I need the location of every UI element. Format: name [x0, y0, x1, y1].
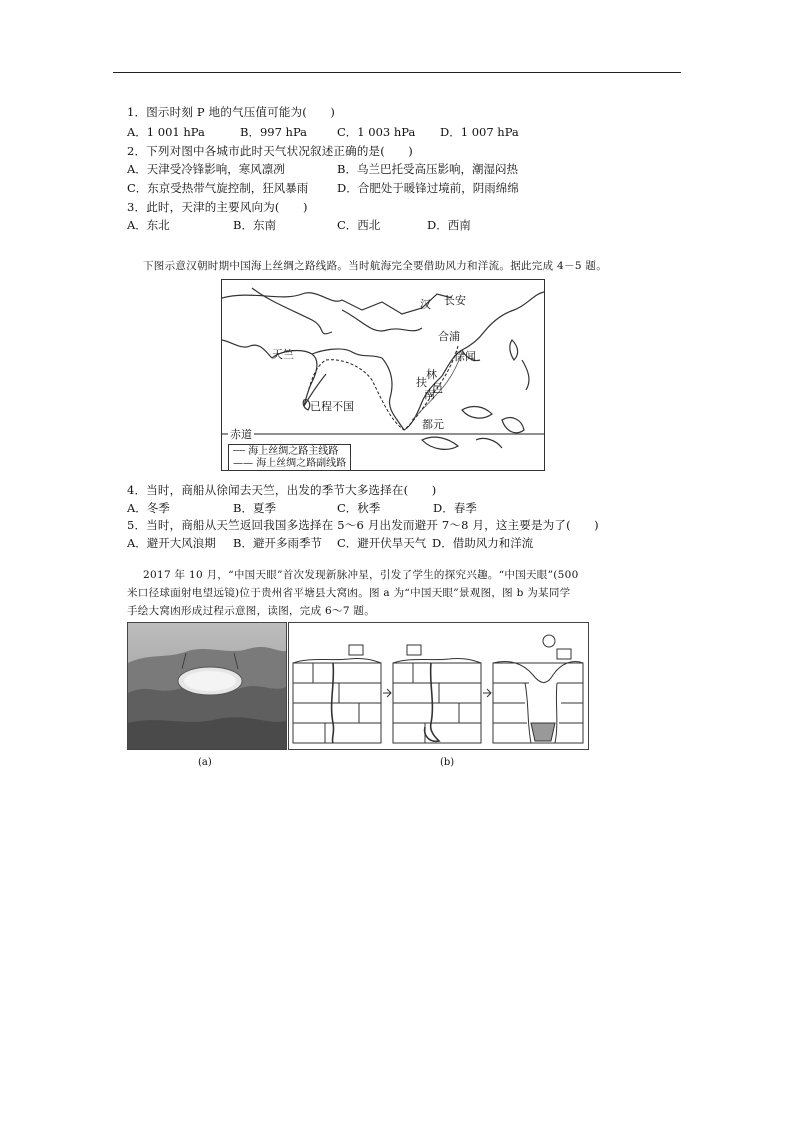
q3-stem: 3．此时，天津的主要风向为( ) [127, 200, 308, 214]
q2-stem: 2．下列对图中各城市此时天气状况叙述正确的是( ) [127, 144, 413, 158]
q2-option-b: B．乌兰巴托受高压影响，潮湿闷热 [337, 162, 518, 176]
header-rule [113, 72, 681, 73]
fast-telescope-photo [127, 622, 287, 750]
q3-option-b: B．东南 [233, 218, 276, 232]
q5-option-d: D．借助风力和洋流 [432, 536, 534, 550]
caption-a: (a) [198, 757, 212, 768]
sinkhole-formation-sketch [288, 622, 589, 750]
q4-option-c: C．秋季 [337, 501, 381, 515]
label-linyi-1: 林 [426, 368, 437, 381]
q1-option-a: A．1 001 hPa [127, 125, 205, 139]
fast-photo-drawing [128, 623, 286, 749]
sinkhole-drawing [289, 623, 588, 749]
label-tianzhu: 天竺 [272, 348, 294, 361]
q3-option-c: C．西北 [337, 218, 381, 232]
q1-option-c: C．1 003 hPa [337, 125, 416, 139]
legend-sub-route: —— 海上丝绸之路副线路 [233, 458, 347, 469]
q4-option-d: D．春季 [433, 501, 477, 515]
q2-option-d: D．合肥处于暖锋过境前，阴雨绵绵 [337, 181, 519, 195]
label-duyuan: 都元 [422, 418, 444, 431]
silk-road-map [221, 279, 545, 471]
q3-option-a: A．东北 [127, 218, 170, 232]
caption-b: (b) [440, 757, 455, 768]
label-changan: 长安 [444, 294, 466, 307]
q5-stem: 5．当时，商船从天竺返回我国多选择在 5～6 月出发而避开 7～8 月，这主要是为了( ) [127, 518, 599, 532]
q1-stem: 1．图示时刻 P 地的气压值可能为( ) [127, 105, 336, 119]
q4-stem: 4．当时，商船从徐闻去天竺，出发的季节大多选择在( ) [127, 483, 437, 497]
q1-option-b: B．997 hPa [240, 125, 308, 139]
legend-main-route: ┄┄ 海上丝绸之路主线路 [233, 446, 339, 457]
label-equator: 赤道 [230, 428, 252, 441]
map-drawing [222, 280, 544, 470]
label-hepu: 合浦 [438, 330, 460, 343]
q5-option-a: A．避开大风浪期 [127, 536, 216, 550]
q3-option-d: D．西南 [427, 218, 471, 232]
label-linyi-2: 邑 [432, 382, 443, 395]
q2-option-c: C．东京受热带气旋控制，狂风暴雨 [127, 181, 309, 195]
map-legend [228, 444, 351, 471]
label-funan-1: 扶 [416, 376, 427, 389]
fast-intro-line-2: 米口径球面射电望远镜)位于贵州省平塘县大窝凼。图 a 为“中国天眼”景观图，图 b 为某同学 [127, 587, 571, 599]
map-intro: 下图示意汉朝时期中国海上丝绸之路线路。当时航海完全要借助风力和洋流。据此完成 4－5 题。 [143, 260, 608, 272]
q4-option-b: B．夏季 [233, 501, 276, 515]
q1-option-d: D．1 007 hPa [440, 125, 519, 139]
label-funan-2: 南 [424, 388, 435, 401]
q5-option-c: C．避开伏旱天气 [337, 536, 427, 550]
q5-option-b: B．避开多雨季节 [233, 536, 322, 550]
label-jichengbu: 已程不国 [310, 400, 354, 413]
q2-option-a: A．天津受冷锋影响，寒风凛冽 [127, 162, 285, 176]
q4-option-a: A．冬季 [127, 501, 170, 515]
label-xuwen: 徐闻 [454, 350, 476, 363]
fast-intro-line-1: 2017 年 10 月，“中国天眼”首次发现新脉冲星，引发了学生的探究兴趣。“中国天眼”(500 [143, 569, 579, 581]
label-han: 汉 [420, 298, 431, 311]
fast-intro-line-3: 手绘大窝凼形成过程示意图，读图，完成 6～7 题。 [127, 605, 376, 617]
